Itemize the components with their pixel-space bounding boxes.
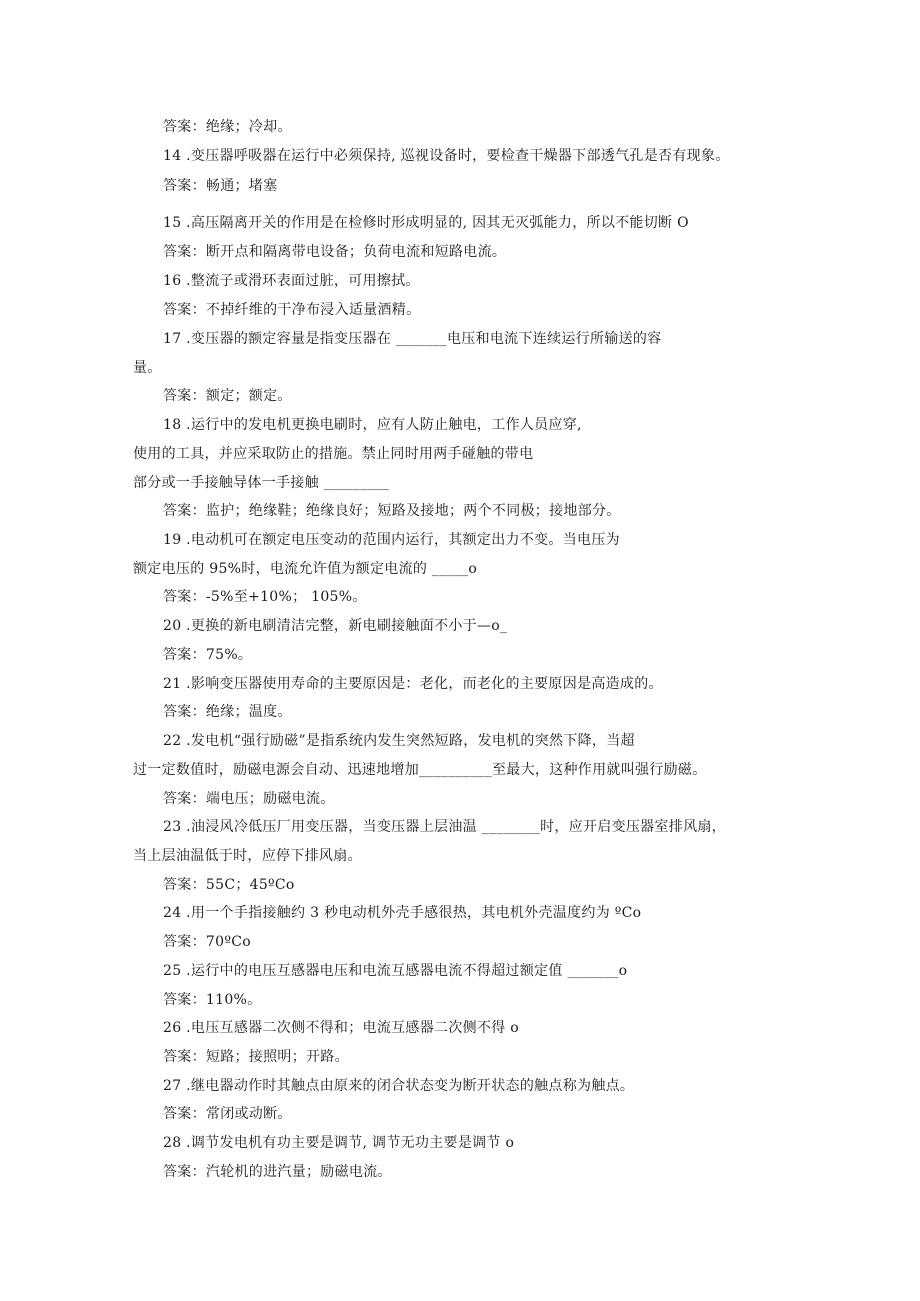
question-18: 18 .运行中的发电机更换电刷时，应有人防止触电，工作人员应穿,: [163, 417, 582, 433]
question-27: 27 .继电器动作时其触点由原来的闭合状态变为断开状态的触点称为触点。: [163, 1078, 635, 1094]
question-16: 16 .整流子或滑环表面过脏，可用擦拭。: [163, 273, 420, 289]
question-18-cont-2: 部分或一手接触导体一手接触 _________: [133, 475, 390, 491]
question-14: 14 .变压器呼吸器在运行中必须保持, 巡视设备时，要检查干燥器下部透气孔是否有现象。: [163, 148, 730, 164]
question-22-cont: 过一定数值时，励磁电源会自动、迅速地增加__________至最大，这种作用就叫强行励磁。: [133, 762, 707, 778]
question-24: 24 .用一个手指接触约 3 秒电动机外壳手感很热，其电机外壳温度约为 ºCo: [163, 905, 642, 921]
question-23: 23 .油浸风冷低压厂用变压器，当变压器上层油温 ________时，应开启变压器室排风扇，: [163, 819, 726, 835]
answer-16: 答案：不掉纤维的干净布浸入适量酒精。: [163, 302, 421, 318]
answer-26: 答案：短路；接照明；开路。: [163, 1049, 349, 1065]
answer-15: 答案：断开点和隔离带电设备；负荷电流和短路电流。: [163, 244, 507, 260]
answer-24: 答案：70ºCo: [163, 934, 251, 950]
question-21: 21 .影响变压器使用寿命的主要原因是：老化，而老化的主要原因是高造成的。: [163, 676, 663, 692]
question-19-cont: 额定电压的 95%时，电流允许值为额定电流的 _____o: [133, 561, 478, 577]
answer-22: 答案：端电压；励磁电流。: [163, 791, 335, 807]
question-23-cont: 当上层油温低于时，应停下排风扇。: [133, 848, 362, 864]
question-19: 19 .电动机可在额定电压变动的范围内运行，其额定出力不变。当电压为: [163, 532, 620, 548]
answer-28: 答案：汽轮机的进汽量；励磁电流。: [163, 1164, 392, 1180]
answer-14: 答案：畅通；堵塞: [163, 178, 278, 194]
answer-23: 答案：55C；45ºCo: [163, 877, 295, 893]
answer-21: 答案：绝缘；温度。: [163, 704, 292, 720]
answer-13: 答案：绝缘；冷却。: [163, 119, 292, 135]
answer-17: 答案：额定；额定。: [163, 388, 292, 404]
question-28: 28 .调节发电机有功主要是调节, 调节无功主要是调节 o: [163, 1135, 515, 1151]
answer-25: 答案：110%。: [163, 992, 262, 1008]
question-18-cont-1: 使用的工具，并应采取防止的措施。禁止同时用两手碰触的带电: [133, 446, 534, 462]
answer-18: 答案：监护；绝缘鞋；绝缘良好；短路及接地；两个不同极；接地部分。: [163, 503, 621, 519]
answer-19: 答案：-5%至+10%； 105%。: [163, 589, 367, 605]
answer-27: 答案：常闭或动断。: [163, 1106, 292, 1122]
answer-20: 答案：75%。: [163, 647, 253, 663]
question-22: 22 .发电机“强行励磁”是指系统内发生突然短路，发电机的突然下降，当超: [163, 733, 635, 749]
question-17: 17 .变压器的额定容量是指变压器在 _______电压和电流下连续运行所输送的容: [163, 331, 662, 347]
question-15: 15 .高压隔离开关的作用是在检修时形成明显的, 因其无灭弧能力，所以不能切断 O: [163, 215, 689, 231]
question-17-cont: 量。: [133, 360, 162, 376]
question-20: 20 .更换的新电刷清洁完整，新电刷接触面不小于—o_: [163, 618, 508, 634]
question-25: 25 .运行中的电压互感器电压和电流互感器电流不得超过额定值 _______o: [163, 963, 628, 979]
question-26: 26 .电压互感器二次侧不得和；电流互感器二次侧不得 o: [163, 1020, 519, 1036]
